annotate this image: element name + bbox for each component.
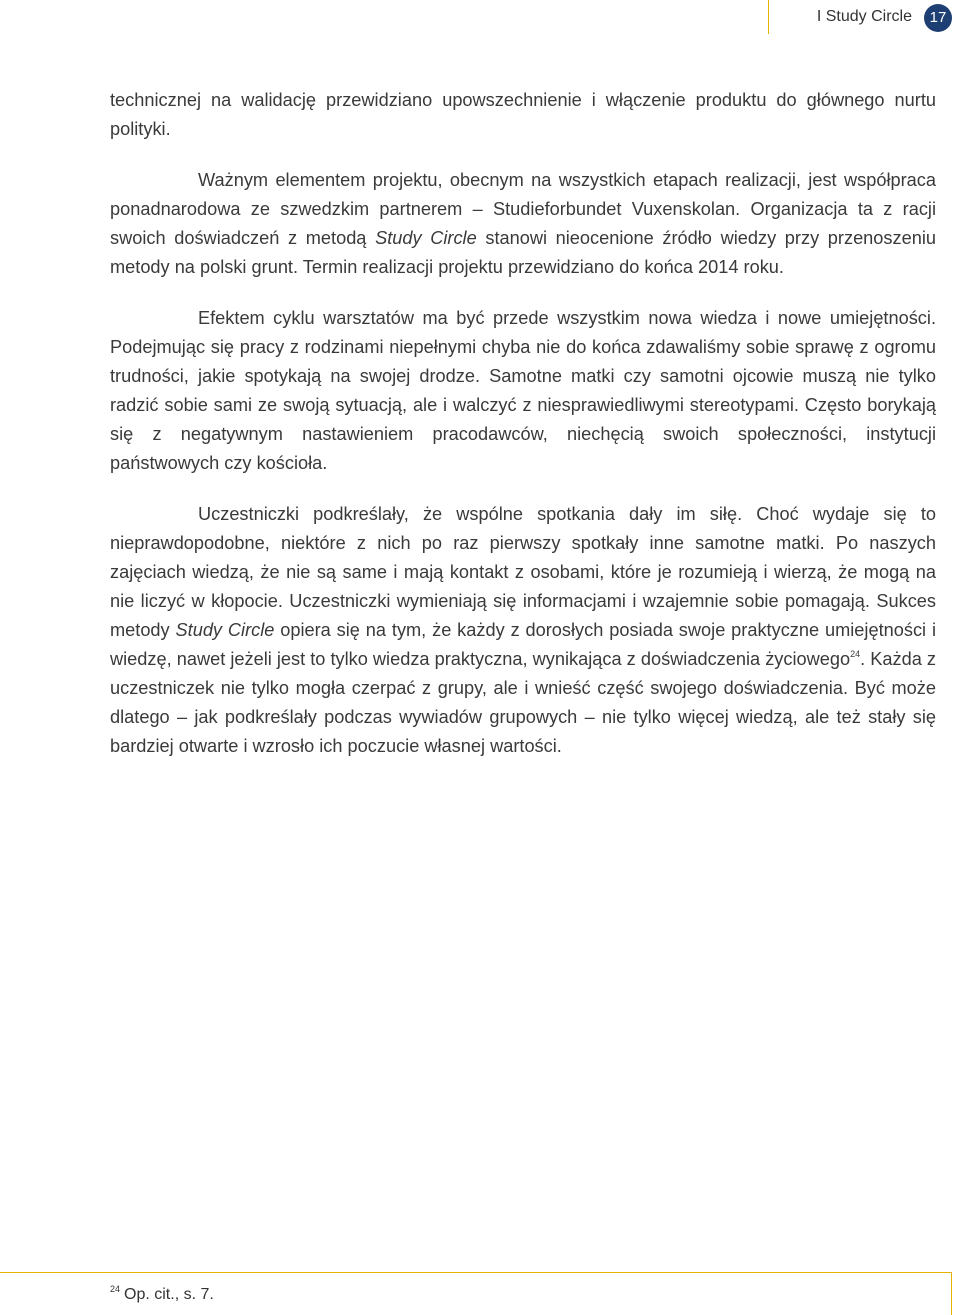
paragraph-2 [110, 166, 936, 282]
paragraph-4-text-b: opiera się na tym, że każdy z dorosłych posiada swoje praktyczne umiejętności i wiedzę, nawet jeżeli jest to tylko wiedza praktyczna, wynikająca z doświadczenia życiowego [110, 620, 936, 669]
paragraph-4 [110, 500, 936, 761]
footnote-side-rule [951, 1272, 952, 1315]
header-divider [768, 0, 769, 34]
footnote-number: 24 [110, 1284, 121, 1294]
paragraph-4-text-c: . Każda z uczestniczek nie tylko mogła czerpać z grupy, ale i wnieść część swojego doświadczenia. Być może dlatego – jak podkreślały podczas wywiadów grupowych – nie tylko więcej wiedzą, ale też stały się bardziej otwarte i wzrosło ich poczucie własnej wartości. [110, 649, 936, 756]
footnote-reference[interactable]: 24 [850, 649, 861, 659]
paragraph-2-text-a: Ważnym elementem projektu, obecnym na wszystkich etapach realizacji, jest współpraca ponadnarodowa ze szwedzkim partnerem – Studieforbundet Vuxenskolan. Organizacja ta z racji swoich doświadczeń z metodą [110, 170, 936, 248]
paragraph-2-emphasis: Study Circle [375, 228, 477, 248]
paragraph-1 [110, 86, 936, 144]
paragraph-4-text-a: Uczestniczki podkreślały, że wspólne spotkania dały im siłę. Choć wydaje się to nieprawdopodobne, niektóre z nich po raz pierwszy spotkały inne samotne matki. Po naszych zajęciach wiedzą, że nie są same i mają kontakt z osobami, które je rozumieją i wierzą, że mogą na nie liczyć w kłopocie. Uczestniczki wymieniają się informacjami i wzajemnie sobie pomagają. Sukces metody [110, 504, 936, 640]
paragraph-4-emphasis: Study Circle [175, 620, 275, 640]
running-header [768, 0, 960, 34]
paragraph-1-text: technicznej na walidację przewidziano upowszechnienie i włączenie produktu do głównego nurtu polityki. [110, 90, 936, 139]
footnote-rule [0, 1272, 952, 1273]
header-title: I Study Circle [816, 8, 912, 25]
footnote-area [0, 1272, 960, 1315]
footnote-text: Op. cit., s. 7. [124, 1286, 214, 1303]
paragraph-3-text: Efektem cyklu warsztatów ma być przede wszystkim nowa wiedza i nowe umiejętności. Podejmując się pracy z rodzinami niepełnymi chyba nie do końca zdawaliśmy sobie sprawę z ogromu trudności, jakie spotykają na swojej drodze. Samotne matki czy samotni ojcowie muszą nie tylko radzić sobie sami ze swoją sytuacją, ale i walczyć z niesprawiedliwymi stereotypami. Często borykają się z negatywnym nastawieniem pracodawców, niechęcią swoich społeczności, instytucji państwowych czy kościoła. [110, 308, 936, 473]
paragraph-3 [110, 304, 936, 478]
body-text [110, 86, 936, 761]
footnote [110, 1284, 214, 1304]
paragraph-2-text-b: stanowi nieocenione źródło wiedzy przy przenoszeniu metody na polski grunt. Termin realizacji projektu przewidziano do końca 2014 roku. [110, 228, 936, 277]
page-number-badge: 17 [924, 4, 952, 32]
